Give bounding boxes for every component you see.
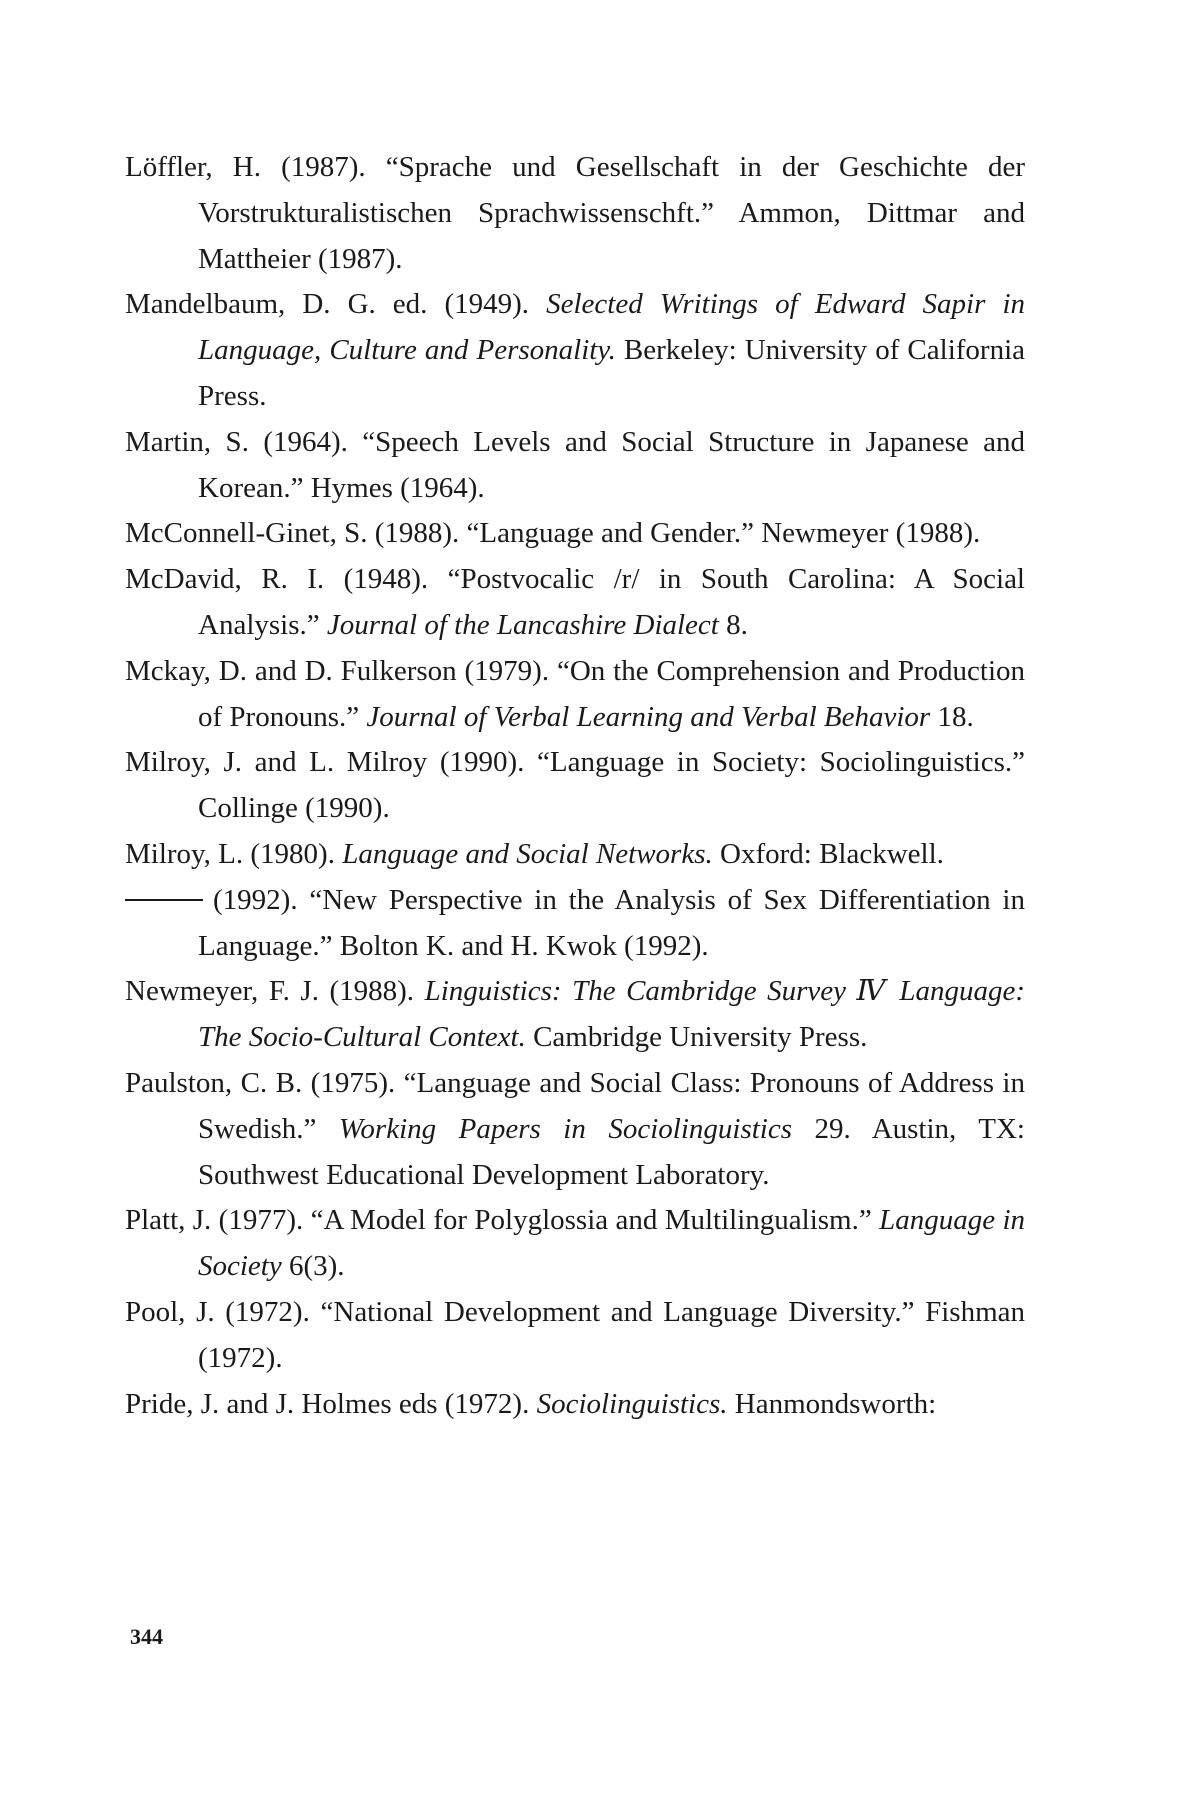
reference-text: (1992). “New Perspective in the Analysis of Sex Differentiation in Language.” Bolton K. and H. Kwok (1992). [198, 883, 1025, 962]
reference-text: 29. Austin, TX: Southwest Educational Development Laboratory. [198, 1112, 1025, 1191]
reference-entry [125, 740, 1025, 832]
reference-text: Pool, J. (1972). “National Development and Language Diversity.” Fishman (1972). [125, 1295, 1025, 1374]
reference-text: Paulston, C. B. (1975). “Language and Social Class: Pronouns of Address in Swedish.” [125, 1066, 1025, 1145]
reference-text: Löffler, H. (1987). “Sprache und Gesellschaft in der Geschichte der Vorstrukturalistischen Sprachwissenschft.” Ammon, Dittmar and Mattheier (1987). [125, 151, 1025, 275]
reference-text: Cambridge University Press. [525, 1021, 868, 1054]
reference-text: Berkeley: University of California Press. [198, 334, 1025, 412]
reference-entry [125, 649, 1025, 741]
reference-text: Hanmondsworth: [727, 1387, 937, 1420]
reference-text: Milroy, L. (1980). [125, 837, 343, 870]
reference-list [125, 145, 1025, 1427]
reference-text: McConnell-Ginet, S. (1988). “Language and Gender.” Newmeyer (1988). [125, 517, 981, 550]
reference-title: Working Papers in Sociolinguistics [338, 1112, 793, 1145]
reference-text: 8. [718, 608, 748, 641]
reference-title: Linguistics: The Cambridge Survey Ⅳ Language: The Socio-Cultural Context. [198, 975, 1025, 1054]
reference-entry [125, 1290, 1025, 1382]
reference-title: Language in Society [198, 1204, 1026, 1283]
reference-entry [125, 1382, 1025, 1428]
reference-text: McDavid, R. I. (1948). “Postvocalic /r/ in South Carolina: A Social Analysis.” [125, 563, 1025, 641]
reference-text: Newmeyer, F. J. (1988). [125, 975, 425, 1008]
reference-title: Journal of the Lancashire Dialect [326, 608, 719, 641]
reference-entry [125, 557, 1025, 649]
reference-entry [125, 878, 1025, 970]
reference-title: Selected Writings of Edward Sapir in Language, Culture and Personality. [198, 288, 1025, 367]
reference-text: Pride, J. and J. Holmes eds (1972). [125, 1387, 537, 1420]
reference-text: Platt, J. (1977). “A Model for Polyglossia and Multilingualism.” [125, 1204, 880, 1237]
reference-text: 18. [930, 700, 974, 733]
reference-entry [125, 1061, 1025, 1198]
reference-text: 6(3). [281, 1250, 345, 1283]
reference-text: Milroy, J. and L. Milroy (1990). “Language in Society: Sociolinguistics.” Collinge (1990). [125, 746, 1025, 825]
reference-title: Journal of Verbal Learning and Verbal Behavior [366, 700, 931, 733]
reference-entry [125, 420, 1025, 512]
reference-text: Martin, S. (1964). “Speech Levels and Social Structure in Japanese and Korean.” Hymes (1964). [125, 425, 1025, 504]
reference-entry [125, 1198, 1025, 1290]
reference-title: Language and Social Networks. [342, 837, 713, 870]
reference-text: Oxford: Blackwell. [712, 837, 944, 870]
page-number: 344 [130, 1624, 163, 1649]
reference-title: Sociolinguistics. [536, 1387, 728, 1420]
reference-entry [125, 282, 1025, 419]
reference-entry [125, 969, 1025, 1061]
reference-text: Mandelbaum, D. G. ed. (1949). [125, 288, 547, 321]
reference-entry [125, 145, 1025, 282]
reference-entry [125, 511, 1025, 557]
repeated-author-dash [125, 899, 203, 901]
reference-entry [125, 832, 1025, 878]
reference-text: Mckay, D. and D. Fulkerson (1979). “On the Comprehension and Production of Pronouns.” [125, 654, 1025, 733]
